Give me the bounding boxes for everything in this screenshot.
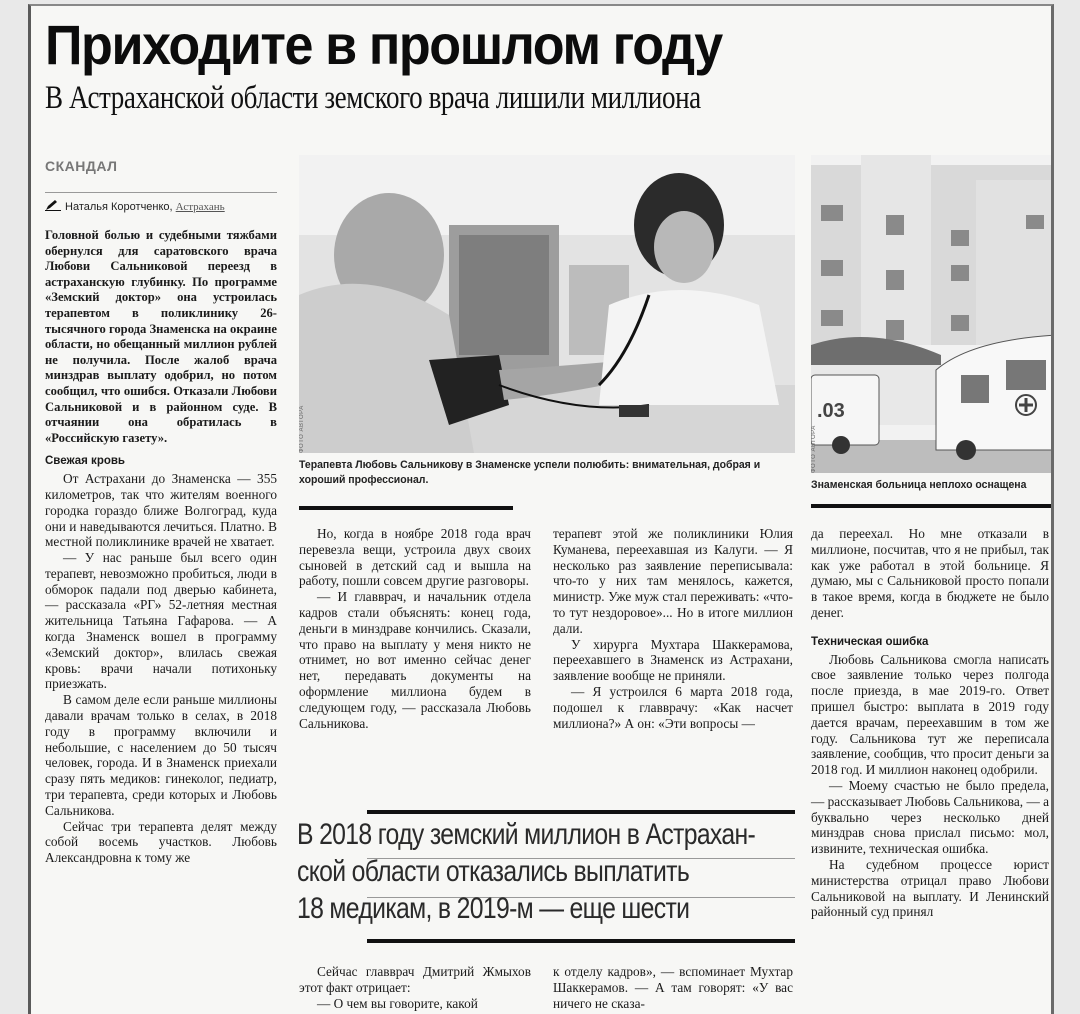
doctor-photo-illustration (299, 155, 795, 453)
column-3-continued (553, 964, 793, 1011)
hospital-photo-caption: Знаменская больница неплохо оснащена (811, 479, 1027, 491)
section-heading-technical-error: Техническая ошибка (811, 635, 929, 648)
paragraph: У хирурга Мухтара Шаккерамова, переехавшего в Знаменск из Астрахани, заявление вообще не приняли. (553, 636, 793, 684)
pullquote-line: ской области отказались выплатить (297, 855, 690, 888)
paragraph: В самом деле если раньше миллионы давали врачам только в селах, в 2018 году в программу включили и небольшие, с населением до 50 тысяч человек, города. И в Знаменск приехали сразу пять медиков: гинеколог, педиатр, три терапевта, среди которых и Любовь Сальникова. (45, 692, 277, 818)
doctor-photo-caption: Терапевта Любовь Сальникову в Знаменске успели полюбить: внимательная, добрая и хороший профессионал. (299, 459, 761, 486)
paragraph: — У нас раньше был всего один терапевт, невозможно пробиться, люди в обморок падали под дверью кабинета, — рассказала «РГ» 52-летняя местная жительница Татьяна Гафарова. — А когда Знаменск вошел в программу «Земский доктор», влилась свежая кровь: врачи начали потихоньку приезжать. (45, 550, 277, 692)
pen-icon (45, 199, 61, 211)
photo-credit: ФОТО АВТОРА (811, 425, 817, 473)
caption-divider (811, 504, 1054, 508)
paragraph: На судебном процессе юрист министерства отрицал право Любови Сальниковой на выплату. И Ленинский районный суд принял (811, 856, 1049, 920)
newspaper-page (28, 4, 1054, 1014)
doctor-photo (299, 155, 795, 453)
column-4 (811, 526, 1049, 920)
paragraph: Но, когда в ноябре 2018 года врач перевезла вещи, устроила двух своих сыновей в детский сад и вышла на работу, пошли совсем другие разговоры. (299, 526, 531, 589)
paragraph: к отделу кадров», — вспоминает Мухтар Шаккерамов. — А там говорят: «У вас ничего не сказа- (553, 964, 793, 1011)
lead-paragraph: Головной болью и судебными тяжбами обернулся для саратовского врача Любови Сальниковой переезд в астраханскую глубинку. По программе «Земский доктор» она устроилась терапевтом в поликлинику 26-тысячного города Знаменска на окраине области, но обещанный миллион рублей не получила. После жалоб врача минздрав выплату одобрил, но потом сообщил, что ошибся. Отказали Любови Сальниковой и в районном суде. В отчаянии она обратилась в «Российскую газету». (45, 228, 277, 445)
paragraph: — И главврач, и начальник отдела кадров стали объяснять: конец года, деньги в минздраве кончились. Сказали, что право на выплату у меня никто не отнимет, но вот именно сейчас денег нет, передавать документы на оформление миллиона будем в следующем году, — рассказала Любовь Сальникова. (299, 589, 531, 731)
paragraph: да переехал. Но мне отказали в миллионе, посчитав, что я не прибыл, так как уже работал в этой больнице. Я думаю, мы с Сальниковой просто попали в такое время, когда в бюджете не было денег. (811, 526, 1049, 620)
subheadline: В Астраханской области земского врача лишили миллиона (45, 80, 701, 116)
pullquote-bottom-rule (367, 939, 795, 943)
caption-divider (299, 506, 513, 510)
hospital-photo-illustration (811, 155, 1054, 473)
pullquote (297, 816, 756, 927)
pullquote-top-rule (367, 810, 795, 814)
ambulance-label: .03 (817, 400, 845, 422)
column-2 (299, 526, 531, 731)
paragraph: — Моему счастью не было предела, — рассказывает Любовь Сальникова, — а буквально через несколько дней минздрав снова прислал письмо: мол, извините, техническая ошибка. (811, 777, 1049, 857)
photo-credit: ФОТО АВТОРА (299, 405, 305, 453)
paragraph: Любовь Сальникова смогла написать свое заявление только через полгода после приезда, в мае 2019-го. Ответ пришел быстро: выплата в 2019 году дается врачам, переехавшим в том же году. Сальникова тут же переписала заявление, сообщив, что просит деньги за 2018 год. И миллион наконец одобрили. (811, 651, 1049, 778)
hospital-photo (811, 155, 1054, 473)
column-2-continued (299, 964, 531, 1011)
paragraph: Сейчас три терапевта делят между собой восемь участков. Любовь Александровна к тому же (45, 818, 277, 866)
paragraph: — Я устроился 6 марта 2018 года, подошел к главврачу: «Как насчет миллиона?» А он: «Эти вопросы — (553, 683, 793, 731)
column-1 (45, 228, 277, 866)
paragraph: От Астрахани до Знаменска — 355 километров, так что жителям военного городка гораздо ближе Волгоград, куда они и наведываются лечиться. Платно. В местной поликлинике врачей не хватает. (45, 471, 277, 550)
rubric-divider (45, 192, 277, 193)
pullquote-line: В 2018 году земский миллион в Астрахан- (297, 818, 756, 851)
paragraph: терапевт этой же поликлиники Юлия Куманева, переехавшая из Калуги. — Я несколько раз заявление переписывала: что-то у них там менялось, кажется, министр. Уже муж стал переживать: «что-то тут нездоровое»... Но в итоге миллион дали. (553, 526, 793, 636)
section-heading-fresh-blood: Свежая кровь (45, 455, 126, 468)
paragraph: — О чем вы говорите, какой (317, 995, 478, 1011)
byline-author: Наталья Коротченко, (65, 201, 173, 213)
pullquote-line: 18 медикам, в 2019-м — еще шести (297, 892, 690, 925)
byline (45, 199, 285, 213)
rubric-label: СКАНДАЛ (45, 158, 118, 174)
paragraph: Сейчас главврач Дмитрий Жмыхов этот факт отрицает: (299, 964, 531, 995)
headline: Приходите в прошлом году (45, 13, 722, 76)
byline-city: Астрахань (175, 201, 225, 213)
column-3 (553, 526, 793, 731)
